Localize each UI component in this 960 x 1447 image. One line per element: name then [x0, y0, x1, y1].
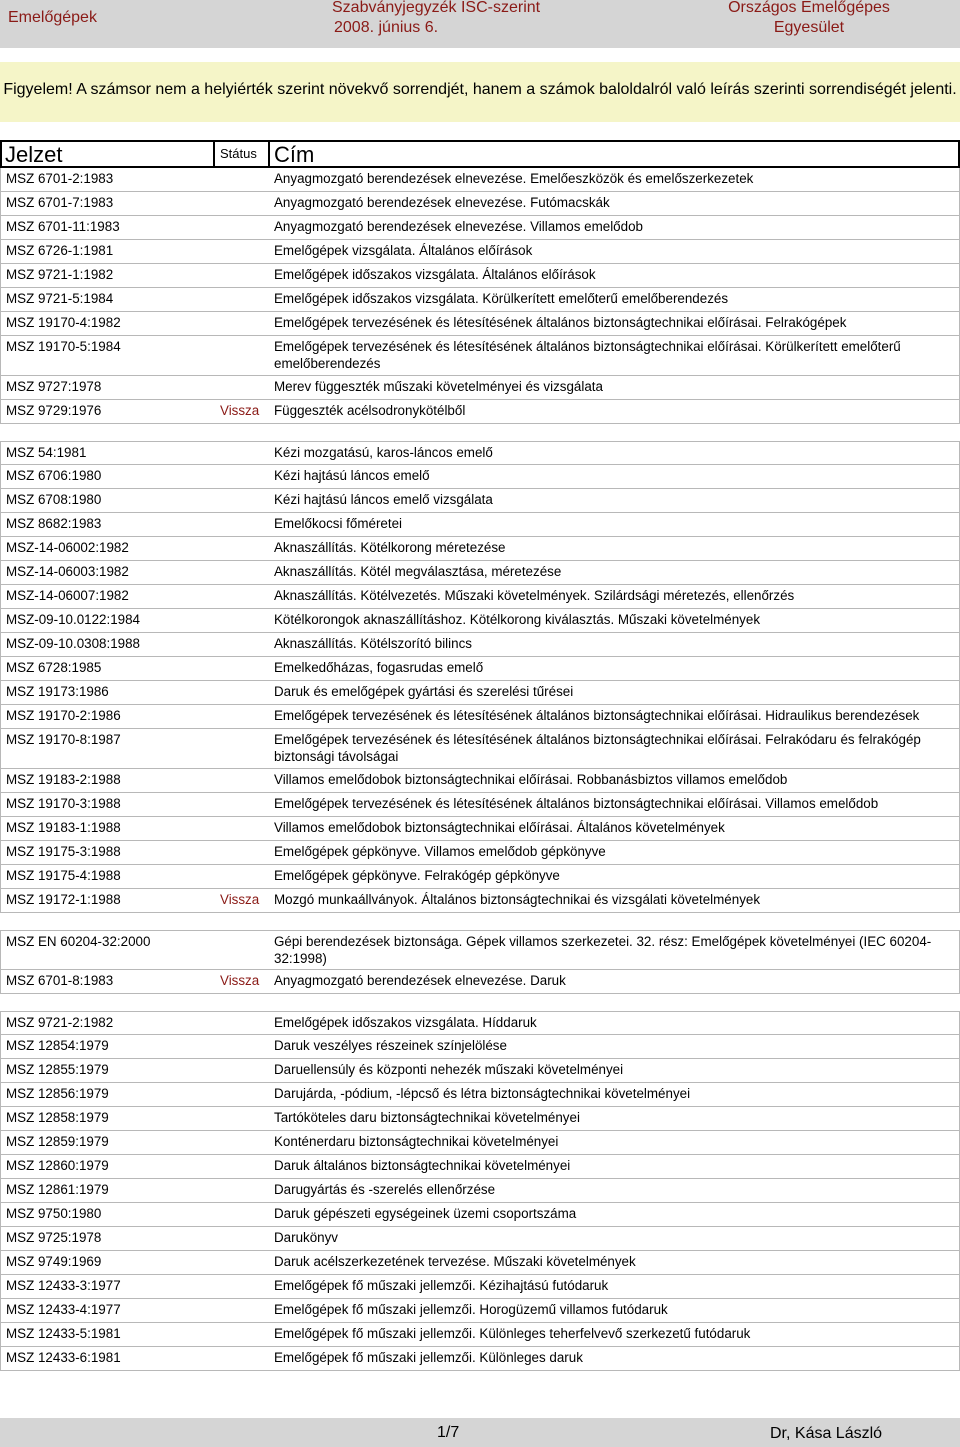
standard-title: Anyagmozgató berendezések elnevezése. Villamos emelődob [274, 219, 643, 234]
header-date: 2008. június 6. [334, 19, 439, 36]
table-row [0, 1083, 960, 1107]
table-row [0, 841, 960, 865]
standard-title: Kézi hajtású láncos emelő vizsgálata [274, 492, 493, 507]
table-row [0, 1059, 960, 1083]
standard-code: MSZ 19175-4:1988 [6, 868, 121, 883]
table-row [0, 537, 960, 561]
standard-title: Emelőkocsi főméretei [274, 516, 403, 531]
standard-code: MSZ 9721-1:1982 [6, 267, 114, 282]
standard-code: MSZ 8682:1983 [6, 516, 102, 531]
standard-title: Emelőgépek tervezésének és létesítésének általános biztonságtechnikai előírásai. Körülkerített emelőterű emelőberendezés [274, 339, 901, 371]
standard-title: Villamos emelődobok biztonságtechnikai előírásai. Robbanásbiztos villamos emelődob [274, 772, 788, 787]
standard-code: MSZ 12861:1979 [6, 1182, 109, 1197]
standard-title: Mozgó munkaállványok. Általános biztonságtechnikai és vizsgálati követelmények [274, 892, 761, 907]
standard-code: MSZ 6701-11:1983 [6, 219, 120, 234]
standard-code: MSZ 6701-7:1983 [6, 195, 114, 210]
table-row [0, 168, 960, 192]
standard-code: MSZ 6701-2:1983 [6, 171, 114, 186]
standard-title: Emelőgépek időszakos vizsgálata. Általános előírások [274, 267, 596, 282]
table-row [0, 970, 960, 994]
table-row [0, 609, 960, 633]
standard-title: Tartóköteles daru biztonságtechnikai követelményei [274, 1110, 580, 1125]
header-organization [706, 0, 912, 38]
table-row [0, 865, 960, 889]
table-row [0, 312, 960, 336]
table-row [0, 793, 960, 817]
standard-title: Darukönyv [274, 1230, 339, 1245]
standard-title: Daruk általános biztonságtechnikai követelményei [274, 1158, 571, 1173]
table-row [0, 1323, 960, 1347]
table-row [0, 1035, 960, 1059]
standard-code: MSZ 12854:1979 [6, 1038, 109, 1053]
standard-code: MSZ 9749:1969 [6, 1254, 102, 1269]
standard-title: Anyagmozgató berendezések elnevezése. Daruk [274, 973, 566, 988]
standard-title: Emelőgépek tervezésének és létesítésének általános biztonságtechnikai előírásai. Hidraulikus berendezések [274, 708, 920, 723]
standard-title: Kézi mozgatású, karos-láncos emelő [274, 445, 493, 460]
standard-code: MSZ 9727:1978 [6, 379, 102, 394]
standard-code: MSZ 54:1981 [6, 445, 87, 460]
table-row [0, 1107, 960, 1131]
header-divider [268, 142, 270, 166]
standard-title: Darujárda, -pódium, -lépcső és létra biztonságtechnikai követelményei [274, 1086, 691, 1101]
standard-title: Darugyártás és -szerelés ellenőrzése [274, 1182, 496, 1197]
standard-code: MSZ EN 60204-32:2000 [6, 934, 151, 949]
standard-code: MSZ-14-06002:1982 [6, 540, 129, 555]
standard-code: MSZ-09-10.0122:1984 [6, 612, 140, 627]
standard-code: MSZ 6706:1980 [6, 468, 102, 483]
standard-code: MSZ 9750:1980 [6, 1206, 102, 1221]
table-row [0, 705, 960, 729]
standard-code: MSZ 6708:1980 [6, 492, 102, 507]
standard-code: MSZ 19173:1986 [6, 684, 109, 699]
standard-title: Emelőgépek időszakos vizsgálata. Körülkerített emelőterű emelőberendezés [274, 291, 729, 306]
standard-code: MSZ 19170-2:1986 [6, 708, 121, 723]
standard-title: Emelőgépek vizsgálata. Általános előírások [274, 243, 533, 258]
standard-code: MSZ 6701-8:1983 [6, 973, 114, 988]
header-org-line1: Országos Emelőgépes [728, 0, 890, 16]
header-status: Státus [220, 146, 257, 161]
table-row [0, 441, 960, 465]
table-row [0, 681, 960, 705]
table-row [0, 288, 960, 312]
standard-title: Emelőgépek időszakos vizsgálata. Híddaruk [274, 1015, 537, 1030]
standard-title: Emelőgépek tervezésének és létesítésének általános biztonságtechnikai előírásai. Felrakódaru és felrakógép biztonsági távolságai [274, 732, 921, 764]
table-row [0, 400, 960, 424]
standard-code: MSZ 19170-3:1988 [6, 796, 121, 811]
standard-code: MSZ 6728:1985 [6, 660, 102, 675]
standard-title: Emelőgépek fő műszaki jellemzői. Horogüzemű villamos futódaruk [274, 1302, 668, 1317]
standard-title: Függeszték acélsodronykötélből [274, 403, 466, 418]
standard-code: MSZ 19170-8:1987 [6, 732, 121, 747]
header-divider [213, 142, 215, 166]
table-row [0, 264, 960, 288]
standard-title: Daruk acélszerkezetének tervezése. Műszaki követelmények [274, 1254, 636, 1269]
standard-code: MSZ 12433-5:1981 [6, 1326, 121, 1341]
table-row [0, 1227, 960, 1251]
standard-code: MSZ 12433-4:1977 [6, 1302, 121, 1317]
standard-code: MSZ 9725:1978 [6, 1230, 102, 1245]
standard-title: Emelőgépek fő műszaki jellemzői. Különleges daruk [274, 1350, 583, 1365]
standard-code: MSZ 19170-5:1984 [6, 339, 121, 354]
status-withdrawn: Vissza [220, 892, 260, 907]
standard-code: MSZ 9721-5:1984 [6, 291, 114, 306]
header-title: Cím [274, 142, 315, 167]
standard-title: Villamos emelődobok biztonságtechnikai előírásai. Általános követelmények [274, 820, 725, 835]
table-row [0, 930, 960, 970]
standard-title: Emelőgépek gépkönyve. Villamos emelődob gépkönyve [274, 844, 606, 859]
table-row [0, 376, 960, 400]
standard-title: Aknaszállítás. Kötélvezetés. Műszaki követelmények. Szilárdsági méretezés, ellenőrzés [274, 588, 795, 603]
page-footer [0, 1418, 960, 1447]
standard-title: Emelőgépek fő műszaki jellemzői. Kézihajtású futódaruk [274, 1278, 609, 1293]
table-row [0, 1347, 960, 1371]
standard-title: Anyagmozgató berendezések elnevezése. Futómacskák [274, 195, 610, 210]
standard-code: MSZ 12433-6:1981 [6, 1350, 121, 1365]
header-code: Jelzet [5, 142, 63, 167]
standard-code: MSZ 19183-2:1988 [6, 772, 121, 787]
table-row [0, 1011, 960, 1035]
standard-title: Daruk gépészeti egységeinek üzemi csoportszáma [274, 1206, 577, 1221]
standard-title: Emelőgépek fő műszaki jellemzői. Különleges teherfelvevő szerkezetű futódaruk [274, 1326, 751, 1341]
standard-code: MSZ 12433-3:1977 [6, 1278, 121, 1293]
standard-title: Merev függeszték műszaki követelményei és vizsgálata [274, 379, 603, 394]
standard-title: Daruk és emelőgépek gyártási és szerelési tűrései [274, 684, 574, 699]
standard-title: Aknaszállítás. Kötélszorító bilincs [274, 636, 472, 651]
standard-code: MSZ 19170-4:1982 [6, 315, 121, 330]
table-row [0, 1131, 960, 1155]
standards-table [0, 140, 960, 1371]
table-row [0, 336, 960, 376]
header-document-title: Szabványjegyzék ISC-szerint [332, 0, 541, 16]
table-row [0, 1299, 960, 1323]
table-row [0, 465, 960, 489]
table-row [0, 817, 960, 841]
standard-title: Konténerdaru biztonságtechnikai követelményei [274, 1134, 559, 1149]
table-row [0, 240, 960, 264]
warning-text: Figyelem! A számsor nem a helyiérték szerint növekvő sorrendjét, hanem a számok baloldalról való leírás szerinti sorrendiségét jelenti. [3, 81, 957, 98]
standard-title: Kézi hajtású láncos emelő [274, 468, 430, 483]
table-row [0, 1251, 960, 1275]
standard-title: Emelőgépek gépkönyve. Felrakógép gépkönyve [274, 868, 560, 883]
author-name: Dr, Kása László [770, 1425, 883, 1442]
standard-code: MSZ 12856:1979 [6, 1086, 109, 1101]
status-withdrawn: Vissza [220, 973, 260, 988]
standard-title: Anyagmozgató berendezések elnevezése. Emelőeszközök és emelőszerkezetek [274, 171, 754, 186]
standard-title: Aknaszállítás. Kötél megválasztása, méretezése [274, 564, 562, 579]
standard-title: Aknaszállítás. Kötélkorong méretezése [274, 540, 506, 555]
table-row [0, 216, 960, 240]
table-row [0, 1275, 960, 1299]
standard-code: MSZ 12855:1979 [6, 1062, 109, 1077]
header-left-title: Emelőgépek [8, 9, 97, 26]
standard-code: MSZ 19175-3:1988 [6, 844, 121, 859]
standard-title: Emelkedőházas, fogasrudas emelő [274, 660, 484, 675]
standard-code: MSZ-09-10.0308:1988 [6, 636, 140, 651]
standard-title: Emelőgépek tervezésének és létesítésének általános biztonságtechnikai előírásai. Villamos emelődob [274, 796, 879, 811]
header-center [332, 0, 540, 38]
standard-code: MSZ 19172-1:1988 [6, 892, 121, 907]
warning-notice [0, 62, 960, 122]
standard-code: MSZ 12859:1979 [6, 1134, 109, 1149]
standard-title: Kötélkorongok aknaszállításhoz. Kötélkorong kiválasztás. Műszaki követelmények [274, 612, 761, 627]
standard-code: MSZ 9721-2:1982 [6, 1015, 114, 1030]
table-row [0, 513, 960, 537]
table-row [0, 1203, 960, 1227]
standard-code: MSZ-14-06007:1982 [6, 588, 129, 603]
standard-code: MSZ-14-06003:1982 [6, 564, 129, 579]
table-row [0, 657, 960, 681]
standard-title: Emelőgépek tervezésének és létesítésének általános biztonságtechnikai előírásai. Felrakógépek [274, 315, 847, 330]
table-row [0, 1155, 960, 1179]
table-row [0, 192, 960, 216]
table-row [0, 585, 960, 609]
table-body [0, 168, 960, 1371]
standard-code: MSZ 19183-1:1988 [6, 820, 121, 835]
standard-code: MSZ 9729:1976 [6, 403, 102, 418]
table-row [0, 889, 960, 913]
table-row [0, 1179, 960, 1203]
standard-code: MSZ 12860:1979 [6, 1158, 109, 1173]
table-row [0, 633, 960, 657]
page-header [0, 0, 960, 48]
header-org-line2: Egyesület [773, 19, 845, 36]
page-number: 1/7 [437, 1424, 460, 1441]
standard-title: Gépi berendezések biztonsága. Gépek villamos szerkezetei. 32. rész: Emelőgépek követelményei (IEC 60204-32:1998) [274, 934, 932, 966]
table-row [0, 769, 960, 793]
table-row [0, 489, 960, 513]
standard-code: MSZ 12858:1979 [6, 1110, 109, 1125]
table-row [0, 729, 960, 769]
standard-code: MSZ 6726-1:1981 [6, 243, 114, 258]
status-withdrawn: Vissza [220, 403, 260, 418]
table-header [0, 140, 960, 168]
table-row [0, 561, 960, 585]
standard-title: Daruk veszélyes részeinek színjelölése [274, 1038, 507, 1053]
standard-title: Daruellensúly és központi nehezék műszaki követelményei [274, 1062, 624, 1077]
